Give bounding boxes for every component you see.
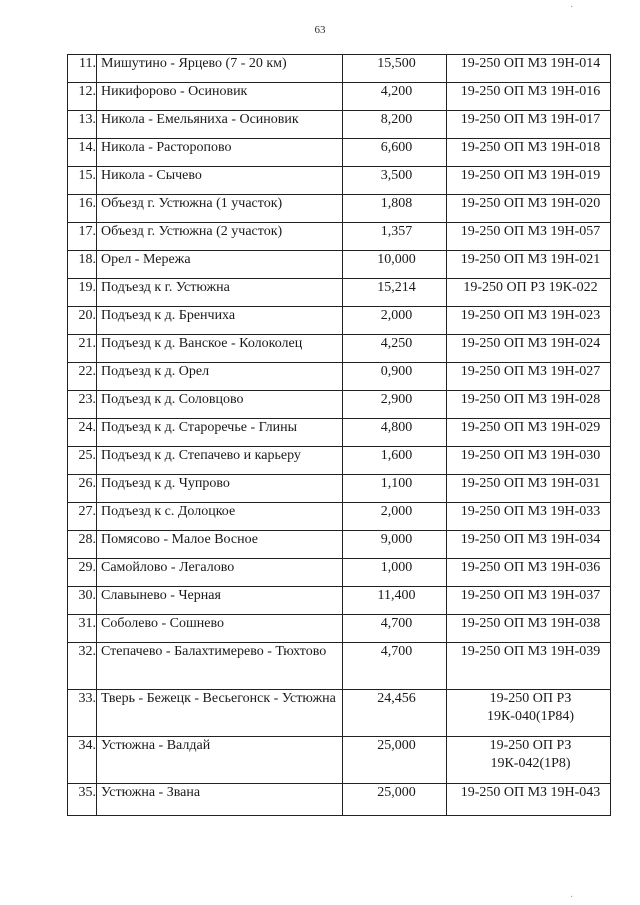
road-name-cell: Подъезд к г. Устюжна: [97, 279, 343, 307]
road-code-cell: 19-250 ОП МЗ 19Н-021: [447, 251, 611, 279]
road-code-cell: 19-250 ОП МЗ 19Н-014: [447, 55, 611, 83]
page-number: 63: [314, 24, 326, 36]
road-length-cell: 1,808: [343, 195, 447, 223]
road-length-cell: 1,357: [343, 223, 447, 251]
table-row: [68, 139, 611, 167]
road-code-cell: 19-250 ОП МЗ 19Н-028: [447, 391, 611, 419]
road-code-cell: 19-250 ОП МЗ 19Н-030: [447, 447, 611, 475]
road-code-cell: 19-250 ОП МЗ 19Н-024: [447, 335, 611, 363]
road-code-cell: 19-250 ОП МЗ 19Н-039: [447, 643, 611, 690]
row-number-cell: 24.: [68, 419, 97, 447]
road-name-cell: Орел - Мережа: [97, 251, 343, 279]
road-name-cell: Тверь - Бежецк - Весьегонск - Устюжна: [97, 690, 343, 737]
table-row: [68, 475, 611, 503]
table-row: [68, 559, 611, 587]
road-code-cell: 19-250 ОП МЗ 19Н-020: [447, 195, 611, 223]
road-length-cell: 2,900: [343, 391, 447, 419]
road-length-cell: 0,900: [343, 363, 447, 391]
road-code-cell: 19-250 ОП МЗ 19Н-029: [447, 419, 611, 447]
row-number-cell: 16.: [68, 195, 97, 223]
road-length-cell: 6,600: [343, 139, 447, 167]
road-code-cell: 19-250 ОП РЗ 19К-040(1Р84): [447, 690, 611, 737]
road-length-cell: 4,800: [343, 419, 447, 447]
road-length-cell: 1,600: [343, 447, 447, 475]
table-row: [68, 784, 611, 816]
table-row: [68, 83, 611, 111]
road-length-cell: 15,214: [343, 279, 447, 307]
road-code-cell: 19-250 ОП МЗ 19Н-016: [447, 83, 611, 111]
road-length-cell: 25,000: [343, 737, 447, 784]
road-length-cell: 15,500: [343, 55, 447, 83]
table-row: [68, 531, 611, 559]
road-length-cell: 4,200: [343, 83, 447, 111]
scan-mark-top: ·: [570, 2, 574, 13]
row-number-cell: 22.: [68, 363, 97, 391]
road-name-cell: Никифорово - Осиновик: [97, 83, 343, 111]
table-row: [68, 111, 611, 139]
road-name-cell: Никола - Расторопово: [97, 139, 343, 167]
table-row: [68, 335, 611, 363]
road-name-cell: Помясово - Малое Восное: [97, 531, 343, 559]
row-number-cell: 15.: [68, 167, 97, 195]
row-number-cell: 23.: [68, 391, 97, 419]
road-name-cell: Степачево - Балахтимерево - Тюхтово: [97, 643, 343, 690]
road-code-cell: 19-250 ОП МЗ 19Н-019: [447, 167, 611, 195]
road-code-cell: 19-250 ОП МЗ 19Н-037: [447, 587, 611, 615]
row-number-cell: 32.: [68, 643, 97, 690]
road-length-cell: 4,700: [343, 643, 447, 690]
road-code-cell: 19-250 ОП МЗ 19Н-057: [447, 223, 611, 251]
table-row: [68, 279, 611, 307]
road-name-cell: Подъезд к д. Бренчиха: [97, 307, 343, 335]
road-name-cell: Подъезд к с. Долоцкое: [97, 503, 343, 531]
road-code-cell: 19-250 ОП РЗ 19К-042(1Р8): [447, 737, 611, 784]
road-name-cell: Подъезд к д. Староречье - Глины: [97, 419, 343, 447]
row-number-cell: 12.: [68, 83, 97, 111]
row-number-cell: 18.: [68, 251, 97, 279]
road-name-cell: Славынево - Черная: [97, 587, 343, 615]
row-number-cell: 17.: [68, 223, 97, 251]
row-number-cell: 19.: [68, 279, 97, 307]
road-name-cell: Подъезд к д. Ванское - Колоколец: [97, 335, 343, 363]
road-name-cell: Подъезд к д. Чупрово: [97, 475, 343, 503]
road-code-cell: 19-250 ОП МЗ 19Н-036: [447, 559, 611, 587]
row-number-cell: 31.: [68, 615, 97, 643]
table-row: [68, 419, 611, 447]
road-length-cell: 2,000: [343, 307, 447, 335]
row-number-cell: 29.: [68, 559, 97, 587]
road-length-cell: 2,000: [343, 503, 447, 531]
road-length-cell: 4,700: [343, 615, 447, 643]
row-number-cell: 11.: [68, 55, 97, 83]
road-name-cell: Объезд г. Устюжна (1 участок): [97, 195, 343, 223]
road-code-cell: 19-250 ОП МЗ 19Н-031: [447, 475, 611, 503]
scan-mark-bottom: ·: [570, 892, 574, 903]
road-length-cell: 9,000: [343, 531, 447, 559]
road-name-cell: Подъезд к д. Соловцово: [97, 391, 343, 419]
table-row: [68, 195, 611, 223]
row-number-cell: 21.: [68, 335, 97, 363]
roads-table-body: [68, 55, 611, 816]
table-row: [68, 737, 611, 784]
table-row: [68, 447, 611, 475]
road-length-cell: 1,100: [343, 475, 447, 503]
row-number-cell: 35.: [68, 784, 97, 816]
table-row: [68, 587, 611, 615]
table-row: [68, 363, 611, 391]
table-row: [68, 307, 611, 335]
road-length-cell: 1,000: [343, 559, 447, 587]
road-code-cell: 19-250 ОП МЗ 19Н-018: [447, 139, 611, 167]
road-name-cell: Устюжна - Звана: [97, 784, 343, 816]
road-length-cell: 25,000: [343, 784, 447, 816]
road-name-cell: Никола - Сычево: [97, 167, 343, 195]
road-code-cell: 19-250 ОП МЗ 19Н-017: [447, 111, 611, 139]
road-name-cell: Соболево - Сошнево: [97, 615, 343, 643]
road-code-cell: 19-250 ОП РЗ 19К-022: [447, 279, 611, 307]
row-number-cell: 34.: [68, 737, 97, 784]
road-length-cell: 4,250: [343, 335, 447, 363]
table-row: [68, 167, 611, 195]
road-name-cell: Подъезд к д. Степачево и карьеру: [97, 447, 343, 475]
road-name-cell: Объезд г. Устюжна (2 участок): [97, 223, 343, 251]
road-code-cell: 19-250 ОП МЗ 19Н-023: [447, 307, 611, 335]
table-row: [68, 223, 611, 251]
road-code-cell: 19-250 ОП МЗ 19Н-027: [447, 363, 611, 391]
row-number-cell: 27.: [68, 503, 97, 531]
row-number-cell: 20.: [68, 307, 97, 335]
row-number-cell: 25.: [68, 447, 97, 475]
road-length-cell: 11,400: [343, 587, 447, 615]
table-row: [68, 503, 611, 531]
table-row: [68, 251, 611, 279]
table-row: [68, 690, 611, 737]
road-length-cell: 10,000: [343, 251, 447, 279]
table-row: [68, 643, 611, 690]
road-code-cell: 19-250 ОП МЗ 19Н-043: [447, 784, 611, 816]
road-name-cell: Никола - Емельяниха - Осиновик: [97, 111, 343, 139]
row-number-cell: 26.: [68, 475, 97, 503]
roads-table: [67, 54, 611, 816]
row-number-cell: 33.: [68, 690, 97, 737]
road-length-cell: 8,200: [343, 111, 447, 139]
road-name-cell: Мишутино - Ярцево (7 - 20 км): [97, 55, 343, 83]
road-code-cell: 19-250 ОП МЗ 19Н-034: [447, 531, 611, 559]
road-code-cell: 19-250 ОП МЗ 19Н-038: [447, 615, 611, 643]
row-number-cell: 13.: [68, 111, 97, 139]
road-name-cell: Устюжна - Валдай: [97, 737, 343, 784]
road-name-cell: Самойлово - Легалово: [97, 559, 343, 587]
road-name-cell: Подъезд к д. Орел: [97, 363, 343, 391]
table-row: [68, 55, 611, 83]
row-number-cell: 30.: [68, 587, 97, 615]
table-row: [68, 391, 611, 419]
row-number-cell: 14.: [68, 139, 97, 167]
road-length-cell: 24,456: [343, 690, 447, 737]
road-code-cell: 19-250 ОП МЗ 19Н-033: [447, 503, 611, 531]
road-length-cell: 3,500: [343, 167, 447, 195]
row-number-cell: 28.: [68, 531, 97, 559]
table-row: [68, 615, 611, 643]
